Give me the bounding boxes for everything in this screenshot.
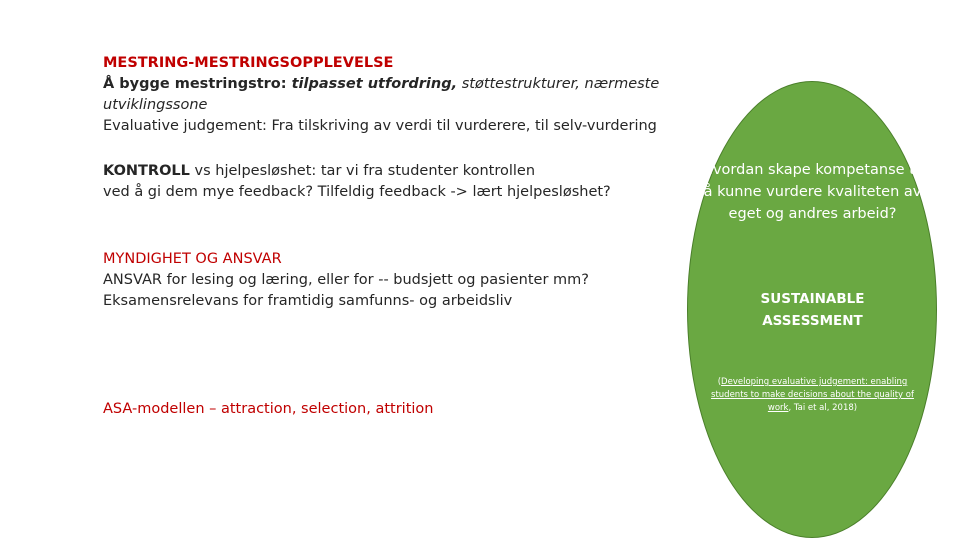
myndighet-heading: MYNDIGHET OG ANSVAR (103, 251, 282, 267)
title-line1: SUSTAINABLE (760, 291, 865, 307)
reference-link[interactable]: Developing evaluative judgement: enabling students to make decisions about the quality of work (711, 377, 914, 413)
mestring-line1-prefix: Å bygge mestringstro: (103, 76, 292, 92)
mestring-line2: Evaluative judgement: Fra tilskriving av verdi til vurderere, til selv-vurdering (103, 118, 657, 134)
kontroll-line1-rest: vs hjelpesløshet: tar vi fra studenter kontrollen (189, 163, 536, 179)
mestring-heading: MESTRING-MESTRINGSOPPLEVELSE (103, 55, 394, 71)
reference-tail: , Tai et al, 2018) (788, 403, 858, 413)
reference-open: ( (717, 377, 722, 387)
myndighet-line2: Eksamensrelevans for framtidig samfunns- og arbeidsliv (103, 293, 513, 309)
ellipse-question: Hvordan skape kompetanse til å kunne vurdere kvaliteten av eget og andres arbeid? (702, 162, 923, 222)
mestring-line1 (103, 74, 743, 116)
kontroll-block (103, 161, 663, 203)
kontroll-line2: ved å gi dem mye feedback? Tilfeldig feedback -> lært hjelpesløshet? (103, 184, 611, 200)
asa-text: ASA-modellen – attraction, selection, attrition (103, 401, 434, 417)
sustainable-assessment-title (700, 288, 925, 332)
kontroll-line1 (103, 161, 663, 182)
reference-citation (700, 376, 925, 415)
mestring-block (103, 53, 743, 137)
myndighet-line1: ANSVAR for lesing og læring, eller for -- budsjett og pasienter mm? (103, 272, 589, 288)
kontroll-bold: KONTROLL (103, 163, 190, 179)
asa-block (103, 399, 623, 420)
title-line2: ASSESSMENT (762, 313, 863, 329)
myndighet-block (103, 249, 663, 312)
mestring-line1-italic: støttestrukturer, nærmeste utviklingssone (103, 76, 660, 113)
mestring-line1-emphasis: tilpasset utfordring, (291, 76, 458, 92)
